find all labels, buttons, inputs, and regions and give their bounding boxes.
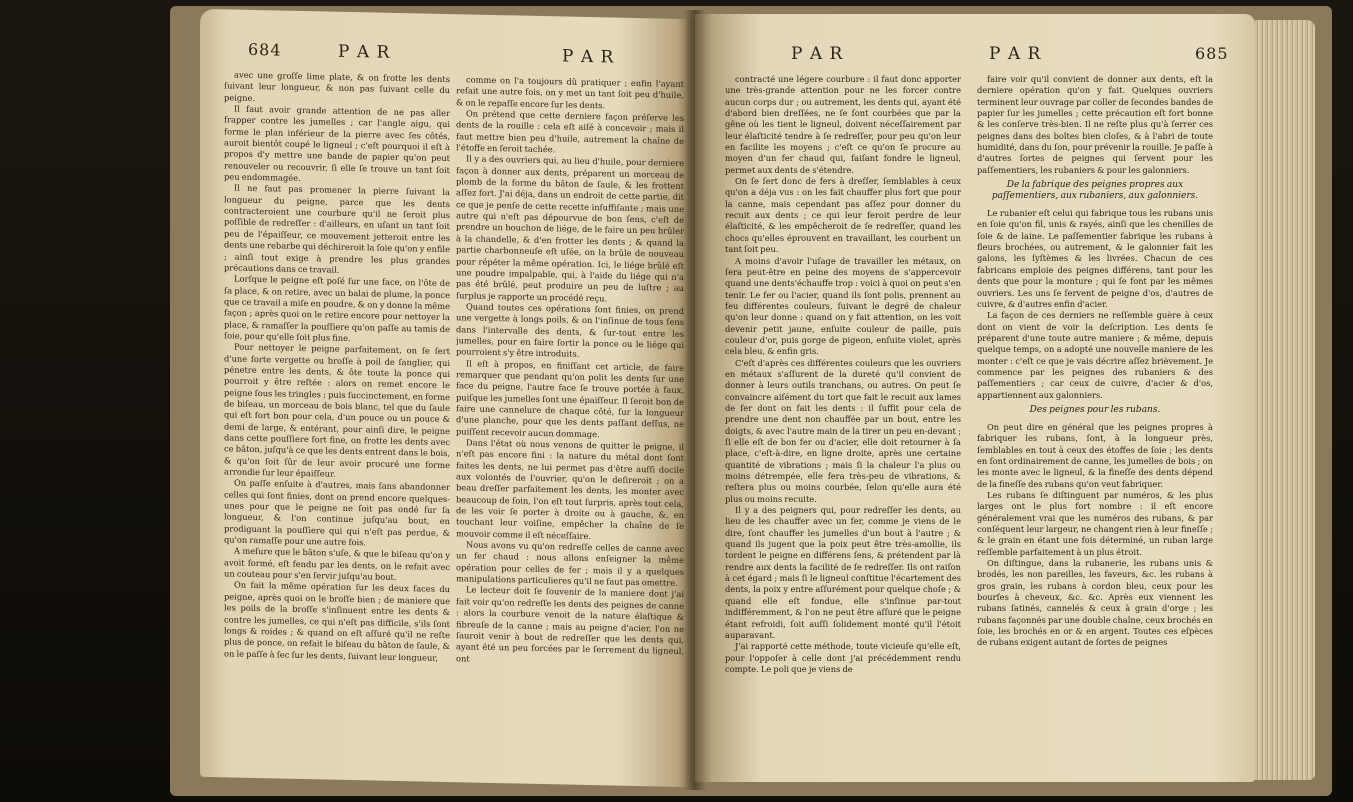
right-page [695,14,1255,782]
right-page-column-1 [725,74,961,764]
paragraph: On peut dire en général que les peignes propres à fabriquer les rubans, ſont, à la longueur près, ſemblables en tout à ceux des étoffes de ſoie ; les dents en ſont ordinairement de canne, les jumelles de bois ; on les monte avec le ligneul, & la fineſſe des dents dépend de la fineſſe des rubans qu'on veut fabriquer. [977,421,1213,489]
right-page-header [695,44,1255,68]
paragraph: Il eſt à propos, en finiſſant cet article, de faire remarquer que pendant qu'on polit les dents ſur une face du peigne, l'autre face ſe trouve portée à faux, puiſque les jumelles ſont une épaiſſeur. Il ſeroit bon de faire une cannelure de chaque côté, ſur la longueur d'une planche, pour que les dents paſſant deſſus, ne puiſſent recevoir aucun dommage. [456,358,684,439]
paragraph: Lorſque le peigne eſt poſé ſur une face, on l'ôte de ſa place, & on retire, avec un balai de plume, la ponce que ce travail a miſe en poudre, & on y donne la même façon ; après quoi on le retire encore pour nettoyer la place, & ramaſſer la pouſſiere qu'on paſſe au tamis de ſoie, pour qu'elle ſoit plus fine. [224,273,450,343]
paragraph: A meſure que le bâton s'uſe, & que le biſeau qu'on y avoit formé, eſt fendu par les dents, on le refait avec un couteau pour s'en ſervir juſqu'au bout. [224,545,450,583]
running-head: P A R [338,41,391,63]
paragraph: On paſſe enſuite à d'autres, mais ſans abandonner celles qui ſont finies, dont on prend encore quelques-unes pour que le peigne ne ſoit pas ondé ſur ſa longueur, & l'on continue juſqu'au bout, en prodiguant la pouſſiere qui qui n'eſt pas perdue, & qu'on ramaſſe pour une autre fois. [224,477,450,548]
paragraph: comme on l'a toujours dû pratiquer ; enfin l'ayant refait une autre fois, on y met un tant ſoit peu d'huile, & on le repaſſe encore ſur les dents. [456,74,684,111]
paragraph: J'ai rapporté cette méthode, toute vicieuſe qu'elle eſt, pour l'oppoſer à celle dont j'ai précédemment rendu compte. Le poli que je viens de [725,641,961,674]
paragraph: On diſtingue, dans la rubanerie, les rubans unis & brodés, les non pareilles, les faveurs, &c. les rubans à gros grain, les rubans à cordon bleu, ceux pour les bourſes à cheveux, &c. &c. Après eux viennent les rubans ſatinés, cannelés & ceux à grain d'orge ; les rubans façonnés par une double chaîne, ceux brochés en ſoie, les brochés en or & en argent. Toutes ces eſpèces de rubans exigent autant de ſortes de peignes [977,558,1213,648]
page-edges [1255,20,1315,780]
paragraph: Il faut avoir grande attention de ne pas aller frapper contre les jumelles ; car l'angle aigu, qui forme le plan inférieur de la pierre avec ſes côtés, auroit bientôt coupé le ligneul ; c'eſt pourquoi il eſt à propos d'y mettre une bande de papier qu'on peut renouveler ou recouvrir, ſi elle ſe trouve un tant ſoit peu endommagée. [224,103,450,184]
paragraph: Dans l'état où nous venons de quitter le peigne, il n'eſt pas encore fini : la nature du métal dont ſont faites les dents, ne lui permet pas d'être auſſi docile aux volontés de l'ouvrier, qu'on le deſireroit ; on a beau dreſſer parfaitement les dents, les monter avec beaucoup de ſoin, l'on eſt tout ſurpris, après tout cela, de les voir ſe porter à droite ou à gauche, &, en touchant leur voiſine, empêcher la chaîne de ſe mouvoir comme il eſt néceſſaire. [456,437,684,541]
paragraph: Le rubanier eſt celui qui fabrique tous les rubans unis en ſoie qu'on fil, unis & rayés, ainſi que les chenilles de ſoie & de laine. Le paſſementier fabrique les rubans à fleurs brochées, ou autrement, & le galonnier fait les galons, les ſyſtèmes & les livrées. Chacun de ces fabricans emploie des peignes différens, tant pour les dents que pour la monture ; qui ſe font par les mêmes ouvriers. Les uns ſe ſervent de peigne d'os, d'autres de cuivre, & d'autres enfin d'acier. [977,208,1213,309]
paragraph: On fait la même opération ſur les deux faces du peigne, après quoi on le broſſe bien ; de maniere que les poils de la broſſe s'inſinuent entre les dents & contre les jumelles, ce qui n'eſt pas difficile, s'ils ſont longs & roides ; & quand on eſt aſſuré qu'il ne reſte plus de ponce, on refait le biſeau du bâton de ſaule, & on le paſſe à ſec ſur les dents, ſuivant leur longueur, [224,580,450,663]
running-head: P A R [562,46,615,68]
running-head: P A R [989,44,1042,64]
page-number: 684 [248,39,282,60]
running-head: P A R [791,44,844,64]
paragraph: C'eſt d'après ces différentes couleurs que les ouvriers en métaux s'aſſurent de la dureté qu'il convient de donner à leurs outils tranchans, ou autres. On peut ſe convaincre aiſément du tort que fait le recuit aux lames de fer dont on fait les dents : il ſuffit pour cela de prendre une dent non chauffée par un bout, entre les doigts, & avec l'autre main de la tirer un peu en-devant ; ſi elle eſt de bon fer ou d'acier, elle doit retourner à ſa place, c'eſt-à-dire, en ligne droite, après une certaine quantité de vibrations ; mais ſi la chaleur l'a plus ou moins détrempée, elle fera très-peu de vibrations, & reſtera plus ou moins courbée, ſelon qu'elle aura été plus ou moins recuite. [725,357,961,504]
right-page-column-2 [977,74,1213,764]
paragraph: Les rubans ſe diſtinguent par numéros, & les plus larges ont le plus fort nombre : il eſt encore généralement vrai que les numéros des rubans, & par conſéquent leur largeur, ne changent rien à leur fineſſe ; & le grain en étant une fois déterminé, un ruban large reſſemble parfaitement à un plus étroit. [977,490,1213,557]
paragraph: Nous avons vu qu'on redreſſe celles de canne avec un fer chaud : nous allons enſeigner la même opération pour celles de fer ; mais il y a quelques manipulations particulieres qu'il ne faut pas omettre. [456,539,684,588]
paragraph: faire voir qu'il convient de donner aux dents, eſt la derniere opération qu'on y fait. Quelques ouvriers terminent leur ouvrage par coller de ſecondes bandes de papier ſur les jumelles ; cette précaution eſt fort bonne & les conſerve très-bien. Il ne reſte plus qu'à ſerrer ces peignes dans des boîtes bien cloſes, & à l'abri de toute humidité, dans du ſon, pour prévenir la rouille. Je paſſe à d'autres ſortes de peignes qui ſervent pour les paſſementiers, les rubaniers & pour les galonniers. [977,74,1213,175]
left-page [200,9,692,787]
page-number: 685 [1195,44,1229,63]
paragraph: avec une groſſe lime plate, & on frotte les dents ſuivant leur longueur, & non pas ſuivant celle du peigne. [224,69,450,103]
paragraph: Le lecteur doit ſe ſouvenir de la maniere dont j'ai fait voir qu'on redreſſe les dents des peignes de canne : alors la courbure venoit de la nature élaſtique & fibreuſe de la canne ; mais au peigne d'acier, l'on ne ſauroit venir à bout de redreſſer que les dents qui, ayant été un peu forcées par le ſerrement du ligneul, ont [456,584,684,664]
paragraph: Il ne faut pas promener la pierre ſuivant la longueur du peigne, parce que les dents contracteroient une courbure qu'il ne ſeroit plus poſſible de redreſſer : d'ailleurs, en uſant un tant ſoit peu de l'épaiſſeur, ce mouvement jetteroit entre les dents une rebarbe qui déchireroit la ſoie qu'on y enfile ; ainſi tout exige à prendre les plus grandes précautions dans ce travail. [224,182,450,275]
paragraph: A moins d'avoir l'uſage de travailler les métaux, on ſera peut-être en peine des moyens de s'appercevoir quand une dents'échauffe trop : voici à quoi on peut s'en tenir. Le fer ou l'acier, quand ils ſont polis, prennent au feu différentes couleurs, ſuivant le degré de chaleur qu'on leur donne : quand on y fait attention, on les voit devenir petit jaune, enſuite couleur de paille, puis couleur d'or, puis gorge de pigeon, enſuite violet, après cela bleu, & enfin gris. [725,255,961,357]
paragraph: Pour nettoyer le peigne parfaitement, on ſe ſert d'une forte vergette ou broſſe à poil de ſanglier, qui pénetre entre les dents, & ôte toute la ponce qui pourroit y être reſtée : alors on remet encore le peigne ſous les tringles ; puis ſuccinctement, en forme de biſeau, un morceau de bois blanc, tel que du ſaule qui eſt fort bon pour cela, d'un pouce ou un pouce & demi de large, & entérant, pour ainſi dire, le peigne dans cette pouſſiere fort fine, on frotte les dents avec ce bâton, juſqu'à ce que les dents entrent dans le bois, & qu'on ſoit ſûr de leur avoir procuré une forme arrondie ſur leur épaiſſeur. [224,341,450,479]
left-page-column-2 [456,74,684,769]
paragraph: contracté une légere courbure : il faut donc apporter une très-grande attention pour ne les forcer contre aucun corps dur ; ou autrement, les dents qui, ayant été d'abord bien dreſſées, ne ſe ſont courbées que par la gêne où les tient le ligneul, doivent néceſſairement par leur élaſticité tendre à ſe redreſſer, pour peu qu'on leur en facilite les moyens ; c'eſt ce qu'on ſe procure au moyen d'un fer chaud qui, faiſant fondre le ligneul, permet aux dents de s'étendre. [725,74,961,175]
paragraph: Il y a des peigners qui, pour redreſſer les dents, au lieu de les chauffer avec un fer, comme je viens de le dire, ſont chauffer les jumelles d'un bout à l'autre ; & quand ils jugent que la poix peut être très-amollie, ils tordent le peigne en différens ſens, & prétendent par là rendre aux dents la facilité de ſe redreſſer. Ils ont raiſon à cet égard ; mais ſi le ligneul conſtitue l'écartement des dents, la poix y entre aſſurément pour quelque choſe ; & quand elle eſt fondue, elle s'inſinue par-tout indifféremment, & l'on ne peut être aſſuré que le peigne étant refroidi, ſoit auſſi ſolidement monté qu'il l'étoit auparavant. [725,505,961,640]
paragraph: Il y a des ouvriers qui, au lieu d'huile, pour derniere façon à donner aux dents, préparent un morceau de plomb de la forme du bâton de ſaule, & les frottent aſſez fort. J'ai déja, dans un endroit de cette partie, dit ce que je penſe de cette recette inſuffiſante ; mais une autre qui n'eſt pas dépourvue de bon ſens, c'eſt de prendre un bouchon de liége, de le faire un peu brûler à la chandelle, & d'en frotter les dents ; & quand la partie charbonneuſe eſt uſée, on la brûle de nouveau pour répéter la même opération. Ici, le liége brûlé eſt une poudre impalpable, qui, à l'aide du liége qui n'a pas été brûlé, peut produire un peu de luſtre ; au ſurplus je rapporte un procédé reçu. [456,153,684,303]
paragraph: Quand toutes ces opérations ſont finies, on prend une vergette à longs poils, & on l'inſinue de tous ſens dans l'intervalle des dents, & ſur-tout entre les jumelles, pour en faire ſortir la ponce ou le liége qui pourroient s'y être introduits. [456,301,684,360]
paragraph: On prétend que cette derniere façon préſerve les dents de la rouille : cela eſt aiſé à concevoir ; mais il faut mettre bien peu d'huile, autrement la chaîne de l'étoffe en ſeroit tachée. [456,108,684,155]
left-page-header [200,39,692,73]
paragraph: On ſe ſert donc de fers à dreſſer, ſemblables à ceux qu'on a déja vus : on les fait chauffer plus fort que pour la canne, mais cependant pas aſſez pour donner du recuit aux dents ; ce qui leur feroit perdre de leur élaſticité, & les empêcheroit de ſe redreſſer, quand les chocs qu'elles éprouvent en travaillant, les courbent un tant ſoit peu. [725,176,961,255]
section-heading: De la fabrique des peignes propres aux paſſementiers, aux rubaniers, aux galonniers. [991,180,1199,202]
left-page-column-1 [224,69,450,764]
paragraph: La façon de ces derniers ne reſſemble guère à ceux dont on vient de voir la deſcription. Les dents ſe préparent d'une toute autre maniere ; & même, depuis quelque temps, on a adopté une nouvelle maniere de les monter : c'eſt ce que je vais décrire aſſez brièvement. Je commence par les peignes des rubaniers & des paſſementiers ; car ceux de cuivre, d'acier & d'os, appartiennent aux galonniers. [977,310,1213,400]
section-heading: Des peignes pour les rubans. [1029,404,1161,415]
